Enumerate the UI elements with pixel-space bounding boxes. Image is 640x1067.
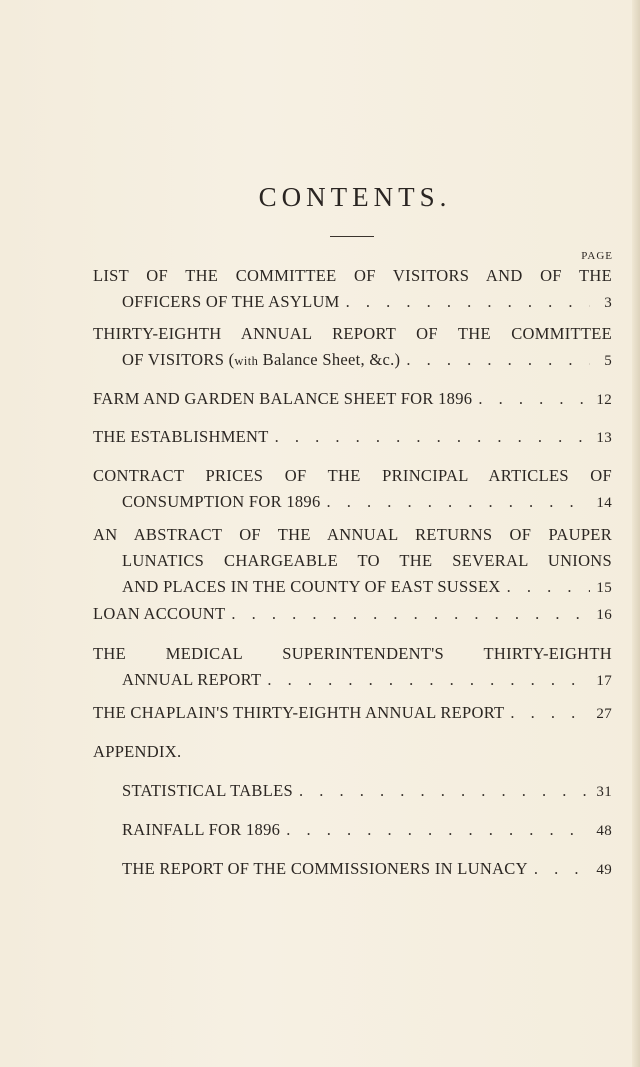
toc-page-number: 17	[596, 673, 612, 689]
toc-page-number: 14	[596, 495, 612, 511]
toc-page-number: 12	[596, 392, 612, 408]
leader-dots	[501, 574, 590, 600]
title-rule	[330, 236, 374, 237]
toc-entry-rainfall	[93, 817, 612, 844]
toc-entry-annual-report	[93, 321, 612, 374]
toc-entry-commissioners-report	[93, 856, 612, 883]
toc-page-number: 16	[596, 607, 612, 623]
leader-dots	[225, 601, 590, 627]
toc-entry-text: THE CHAPLAIN'S THIRTY-EIGHTH ANNUAL REPORT	[93, 703, 505, 722]
toc-entry-text: CONTRACT PRICES OF THE PRINCIPAL ARTICLES OF	[93, 466, 612, 485]
leader-dots	[400, 347, 590, 373]
toc-entry-text: ANNUAL REPORT	[122, 670, 262, 689]
leader-dots	[472, 386, 590, 412]
toc-entry-text: OF VISITORS (with Balance Sheet, &c.)	[122, 350, 401, 369]
toc-page-number: 48	[596, 823, 612, 839]
toc-appendix-heading	[93, 739, 612, 765]
toc-page-number: 3	[604, 295, 612, 311]
toc-entry-text: CONSUMPTION FOR 1896	[122, 492, 321, 511]
toc-entry-text: THIRTY-EIGHTH ANNUAL REPORT OF THE COMMITTEE	[93, 324, 612, 343]
toc-entry-abstract-returns	[93, 522, 612, 601]
toc-entry-text: APPENDIX.	[93, 742, 182, 761]
contents-title: CONTENTS.	[258, 182, 452, 212]
page-column-header: PAGE	[581, 250, 613, 262]
toc-entry-text: AN ABSTRACT OF THE ANNUAL RETURNS OF PAUPER	[93, 525, 612, 544]
toc-page-number: 15	[596, 580, 612, 596]
toc-entry-text: THE REPORT OF THE COMMISSIONERS IN LUNACY	[122, 859, 528, 878]
toc-entry-text: THE MEDICAL SUPERINTENDENT'S THIRTY-EIGHTH	[93, 644, 612, 663]
toc-entry-chaplain-report	[93, 700, 612, 727]
toc-entry-loan-account	[93, 601, 612, 628]
toc-page-number: 5	[604, 353, 612, 369]
toc-page-number: 27	[596, 706, 612, 722]
toc-entry-text: RAINFALL FOR 1896	[122, 820, 281, 839]
leader-dots	[280, 817, 590, 843]
toc-entry-text: STATISTICAL TABLES	[122, 781, 293, 800]
toc-page-number: 49	[596, 862, 612, 878]
toc-entry-text: THE ESTABLISHMENT	[93, 427, 269, 446]
toc-page-number: 13	[596, 430, 612, 446]
leader-dots	[321, 489, 590, 515]
leader-dots	[293, 778, 590, 804]
toc-entry-text: OFFICERS OF THE ASYLUM	[122, 292, 340, 311]
toc-entry-establishment	[93, 424, 612, 451]
toc-entry-text: FARM AND GARDEN BALANCE SHEET FOR 1896	[93, 389, 473, 408]
toc-entry-text: AND PLACES IN THE COUNTY OF EAST SUSSEX	[122, 577, 501, 596]
leader-dots	[528, 856, 590, 882]
toc-entry-text: LOAN ACCOUNT	[93, 604, 226, 623]
leader-dots	[340, 289, 590, 315]
toc-entry-statistical-tables	[93, 778, 612, 805]
toc-page-number: 31	[596, 784, 612, 800]
leader-dots	[269, 424, 590, 450]
toc-entry-committee-list	[93, 263, 612, 316]
page-edge	[632, 0, 640, 1067]
toc-entry-medical-report	[93, 641, 612, 694]
toc-entry-farm-garden	[93, 386, 612, 413]
toc-entry-text: LIST OF THE COMMITTEE OF VISITORS AND OF THE	[93, 266, 612, 285]
toc-entry-text: LUNATICS CHARGEABLE TO THE SEVERAL UNIONS	[122, 551, 612, 570]
leader-dots	[504, 700, 590, 726]
leader-dots	[261, 667, 590, 693]
toc-entry-contract-prices	[93, 463, 612, 516]
